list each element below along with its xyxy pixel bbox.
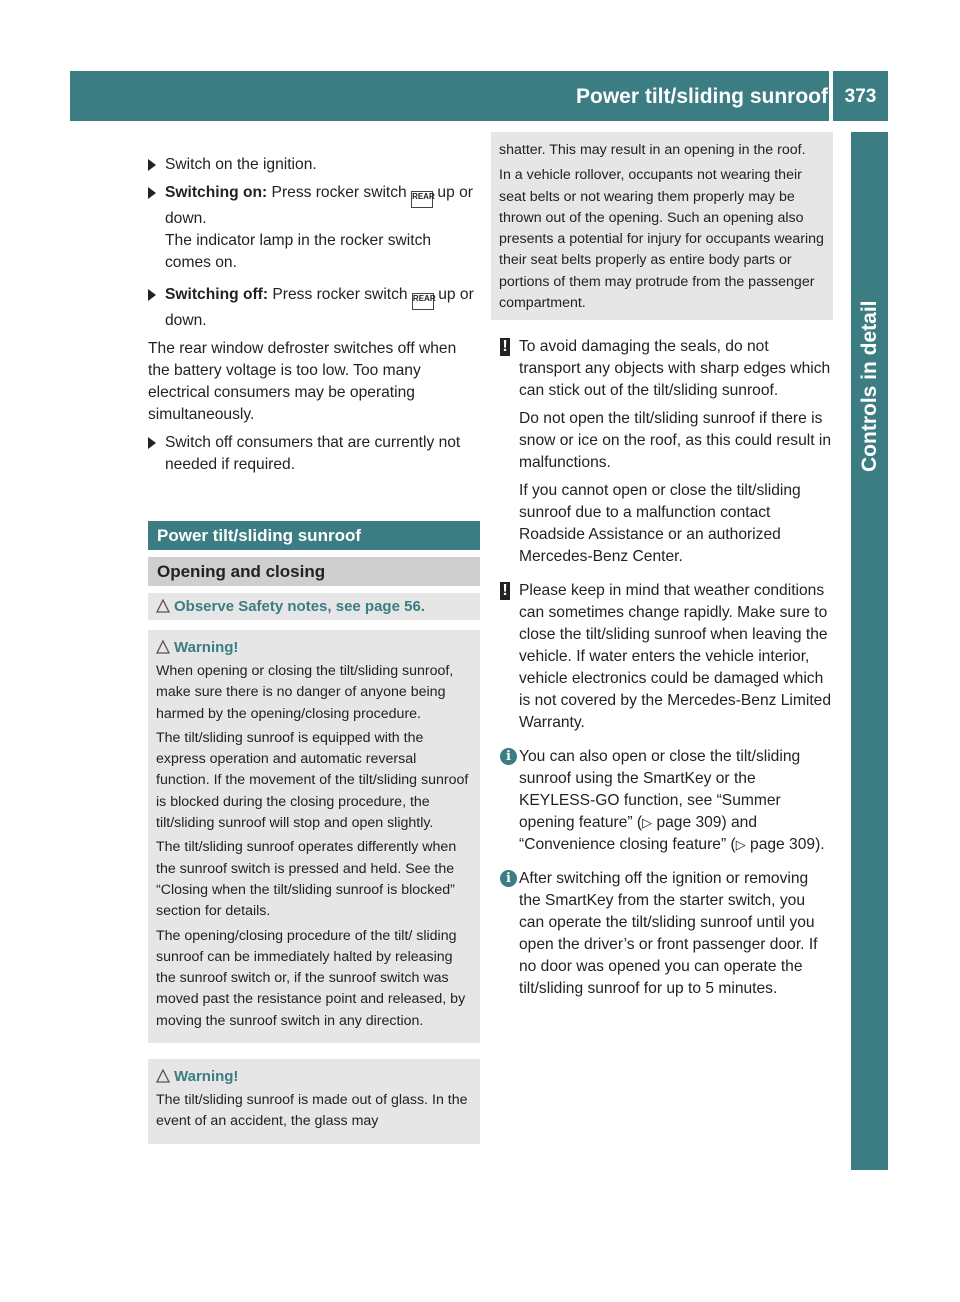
- subsection-title: Opening and closing: [148, 557, 480, 586]
- warning-paragraph: The tilt/sliding sunroof is equipped with the express operation and automatic reversal function. If the movement of the tilt/sliding sunroof is blocked during the closing procedure, the tilt/sliding sunroof will stop and open slightly.: [156, 729, 469, 832]
- warning-paragraph: shatter. This may result in an opening in the roof.: [499, 142, 806, 158]
- step-arrow-icon: [148, 159, 156, 171]
- info-note: [500, 868, 833, 1000]
- info-icon: i: [500, 870, 517, 887]
- rear-defroster-icon: REAR: [412, 293, 434, 310]
- warning-triangle-icon: [156, 640, 170, 654]
- note-paragraph: After switching off the ignition or removing the SmartKey from the starter switch, you can operate the tilt/sliding sunroof until you open the driver’s or front passenger door. If no door was opened you can operate the tilt/sliding sunroof for up to 5 minutes.: [519, 870, 818, 998]
- right-column: [499, 142, 833, 1006]
- caution-icon: !: [500, 582, 510, 600]
- safety-notice: Observe Safety notes, see page 56.: [148, 593, 480, 620]
- page-number: 373: [844, 86, 877, 107]
- paragraph: The rear window defroster switches off when the battery voltage is too low. Too many electrical consumers may be operating simultaneously.: [148, 340, 457, 423]
- warning-paragraph: The tilt/sliding sunroof is made out of glass. In the event of an accident, the glass may: [156, 1092, 468, 1130]
- warning-title: Warning!: [156, 637, 472, 659]
- step-item: Switching off: Press rocker switch REAR up or down.: [148, 284, 480, 332]
- warning-paragraph: The tilt/sliding sunroof operates differently when the sunroof switch is pressed and held. See the “Closing when the tilt/sliding sunroof is blocked” section for details.: [156, 839, 457, 920]
- note-paragraph: Please keep in mind that weather conditions can sometimes change rapidly. Make sure to close the tilt/sliding sunroof when leaving the vehicle. If water enters the vehicle interior, vehicle electronics could be damaged which is not covered by the Mercedes-Benz Limited Warranty.: [519, 582, 832, 732]
- rear-defroster-icon: REAR: [411, 191, 433, 208]
- page-header-title: Power tilt/sliding sunroof: [576, 85, 828, 108]
- warning-paragraph: The opening/closing procedure of the tilt/ sliding sunroof can be immediately halted by releasing the sunroof switch or, if the sunroof switch was moved past the resistance point and released, by moving the sunroof switch in any direction.: [156, 927, 466, 1029]
- page-reference-triangle-icon: ▷: [735, 837, 746, 853]
- side-tab-label: Controls in detail: [858, 300, 881, 472]
- left-column: [148, 148, 480, 1144]
- warning-paragraph: When opening or closing the tilt/sliding sunroof, make sure there is no danger of anyone being harmed by the opening/closing procedure.: [156, 663, 454, 722]
- section-title: Power tilt/sliding sunroof: [148, 521, 480, 550]
- warning-triangle-icon: [156, 1069, 170, 1083]
- caution-note: [500, 336, 833, 568]
- caution-note: [500, 580, 833, 734]
- note-paragraph: You can also open or close the tilt/sliding sunroof using the SmartKey or the KEYLESS-GO function, see “Summer opening feature” (▷ page 309) and “Convenience closing feature” (▷ page 309).: [519, 746, 833, 856]
- warning-box-continued: [491, 132, 833, 320]
- caution-icon: !: [500, 338, 510, 356]
- info-icon: i: [500, 748, 517, 765]
- note-paragraph: If you cannot open or close the tilt/sliding sunroof due to a malfunction contact Roadside Assistance or an authorized Mercedes-Benz Center.: [519, 482, 801, 566]
- step-arrow-icon: [148, 289, 156, 301]
- step-item: Switch on the ignition.: [148, 154, 480, 176]
- note-paragraph: Do not open the tilt/sliding sunroof if there is snow or ice on the roof, as this could result in malfunctions.: [519, 410, 832, 472]
- step-arrow-icon: [148, 437, 156, 449]
- step-item: Switch off consumers that are currently not needed if required.: [148, 432, 480, 476]
- note-paragraph: To avoid damaging the seals, do not transport any objects with sharp edges which can stick out of the tilt/sliding sunroof.: [519, 338, 831, 400]
- step-arrow-icon: [148, 187, 156, 199]
- step-item: Switching on: Press rocker switch REAR up or down. The indicator lamp in the rocker switch comes on.: [148, 182, 480, 274]
- page-reference-triangle-icon: ▷: [642, 815, 653, 831]
- warning-triangle-icon: [156, 599, 170, 613]
- warning-paragraph: In a vehicle rollover, occupants not wearing their seat belts or not wearing them properly may be thrown out of the opening. Such an opening also presents a potential for injury for occupants wearing their seat belts properly as entire body parts or portions of them may protrude from the passenger compartment.: [499, 167, 824, 312]
- warning-box: [148, 1059, 480, 1144]
- warning-title: Warning!: [156, 1066, 472, 1088]
- warning-box: [148, 630, 480, 1043]
- info-note: [500, 746, 833, 856]
